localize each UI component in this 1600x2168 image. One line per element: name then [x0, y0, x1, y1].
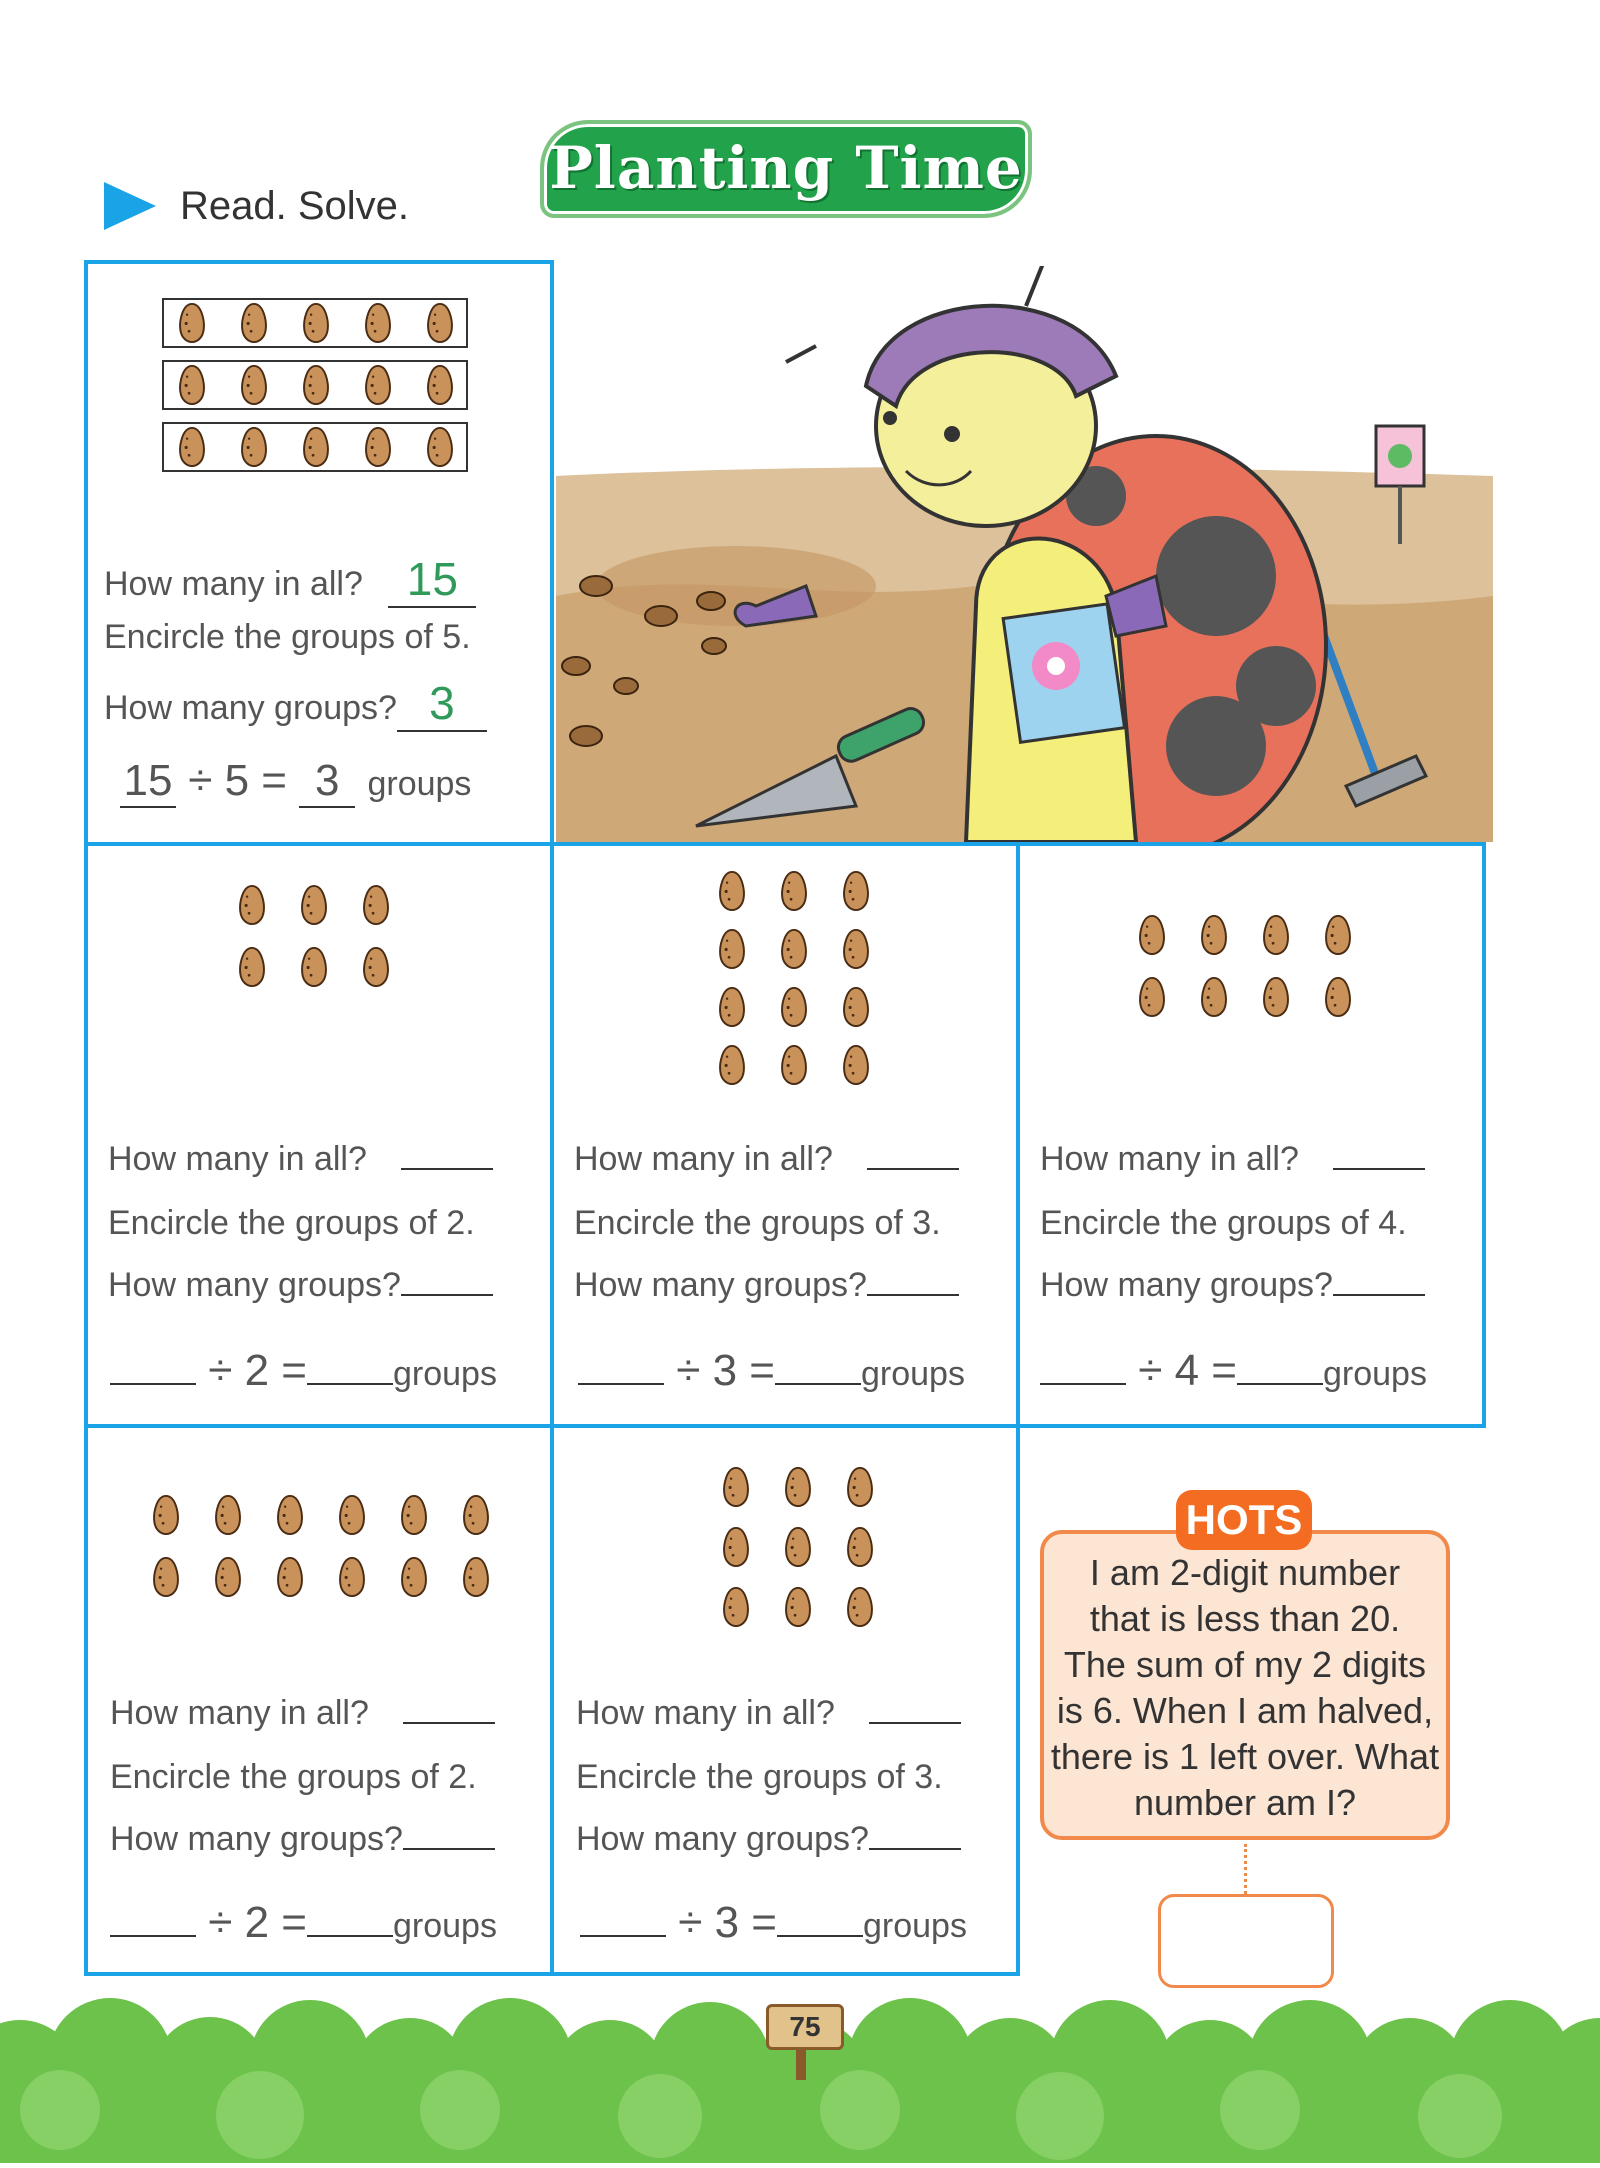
seed-icon: [300, 884, 328, 926]
equation: ÷ 2 = groups: [110, 1898, 497, 1948]
seed-icon: [462, 1494, 490, 1536]
in-all-blank[interactable]: [401, 1168, 493, 1170]
groups-question: How many groups?: [110, 1820, 495, 1859]
hots-connector: [1244, 1844, 1247, 1894]
seed-icon: [718, 986, 746, 1028]
example-equation: 15 ÷ 5 = 3 groups: [120, 756, 471, 808]
seed-icon: [240, 364, 268, 406]
equation: ÷ 3 = groups: [580, 1898, 967, 1948]
seed-icon: [178, 302, 206, 344]
hots-badge: HOTS: [1176, 1490, 1312, 1550]
example-operator: ÷ 5 =: [188, 756, 287, 805]
seed-icon: [238, 946, 266, 988]
example-in-all-question: How many in all? 15: [104, 552, 476, 608]
seed-icon: [1138, 976, 1166, 1018]
equation: ÷ 3 = groups: [578, 1346, 965, 1396]
example-encircle-instruction: Encircle the groups of 5.: [104, 618, 471, 656]
in-all-question: How many in all?: [108, 1140, 493, 1179]
seed-icon: [426, 364, 454, 406]
seed-icon: [780, 986, 808, 1028]
dividend-blank[interactable]: [110, 1935, 196, 1937]
example-in-all-answer: 15: [388, 552, 476, 608]
example-groups-answer: 3: [397, 676, 487, 732]
seed-icon: [214, 1556, 242, 1598]
seed-icon: [722, 1526, 750, 1568]
groups-question: How many groups?: [108, 1266, 493, 1305]
seed-icon: [426, 426, 454, 468]
groups-blank[interactable]: [869, 1848, 961, 1850]
page-sign-post: [796, 2046, 806, 2080]
groups-blank[interactable]: [867, 1294, 959, 1296]
seed-icon: [338, 1494, 366, 1536]
groups-question: How many groups?: [576, 1820, 961, 1859]
in-all-question: How many in all?: [1040, 1140, 1425, 1179]
seed-icon: [780, 1044, 808, 1086]
seed-icon: [400, 1494, 428, 1536]
title-banner: [540, 120, 1032, 218]
seed-icon: [846, 1586, 874, 1628]
seed-icon: [1262, 914, 1290, 956]
seed-icon: [362, 946, 390, 988]
example-groups-question: How many groups? 3: [104, 676, 487, 732]
encircle-instruction: Encircle the groups of 3.: [574, 1204, 941, 1242]
seed-icon: [214, 1494, 242, 1536]
seed-icon: [302, 426, 330, 468]
seed-icon: [1262, 976, 1290, 1018]
seed-icon: [842, 928, 870, 970]
groups-question: How many groups?: [1040, 1266, 1425, 1305]
seed-icon: [780, 870, 808, 912]
seed-icon: [1324, 914, 1352, 956]
seed-icon: [364, 364, 392, 406]
in-all-blank[interactable]: [867, 1168, 959, 1170]
seed-icon: [780, 928, 808, 970]
ladybug-planting-illustration: [556, 266, 1493, 842]
seed-icon: [178, 426, 206, 468]
equation: ÷ 4 = groups: [1040, 1346, 1427, 1396]
seed-icon: [718, 870, 746, 912]
seed-icon: [302, 364, 330, 406]
seed-icon: [302, 302, 330, 344]
encircle-instruction: Encircle the groups of 4.: [1040, 1204, 1407, 1242]
seed-icon: [276, 1494, 304, 1536]
groups-question: How many groups?: [574, 1266, 959, 1305]
in-all-blank[interactable]: [1333, 1168, 1425, 1170]
instruction-arrow-icon: [104, 182, 156, 230]
dividend-blank[interactable]: [578, 1383, 664, 1385]
groups-blank[interactable]: [1333, 1294, 1425, 1296]
seed-icon: [1324, 976, 1352, 1018]
seed-icon: [784, 1586, 812, 1628]
encircle-instruction: Encircle the groups of 2.: [108, 1204, 475, 1242]
example-dividend: 15: [120, 756, 176, 808]
groups-blank[interactable]: [401, 1294, 493, 1296]
seed-icon: [178, 364, 206, 406]
seed-icon: [842, 870, 870, 912]
quotient-blank[interactable]: [307, 1383, 393, 1385]
seed-icon: [1138, 914, 1166, 956]
equation: ÷ 2 = groups: [110, 1346, 497, 1396]
seed-icon: [842, 986, 870, 1028]
in-all-question: How many in all?: [574, 1140, 959, 1179]
seed-icon: [240, 426, 268, 468]
groups-blank[interactable]: [403, 1848, 495, 1850]
dividend-blank[interactable]: [580, 1935, 666, 1937]
in-all-blank[interactable]: [869, 1722, 961, 1724]
seed-icon: [784, 1466, 812, 1508]
page-title: Planting Time: [549, 134, 1023, 202]
seed-icon: [400, 1556, 428, 1598]
seed-icon: [846, 1526, 874, 1568]
problem-cell-3: [1016, 842, 1486, 1428]
seed-icon: [240, 302, 268, 344]
seed-icon: [462, 1556, 490, 1598]
seed-icon: [722, 1586, 750, 1628]
seed-icon: [300, 946, 328, 988]
seed-icon: [364, 302, 392, 344]
hots-question: I am 2-digit number that is less than 20. The sum of my 2 digits is 6. When I am halved, there is 1 left over. What number am I?: [1050, 1552, 1440, 1823]
seed-icon: [842, 1044, 870, 1086]
in-all-question: How many in all?: [110, 1694, 495, 1733]
seed-icon: [722, 1466, 750, 1508]
seed-icon: [152, 1494, 180, 1536]
quotient-blank[interactable]: [775, 1383, 861, 1385]
seed-icon: [364, 426, 392, 468]
instruction-text: Read. Solve.: [180, 184, 410, 228]
seed-icon: [338, 1556, 366, 1598]
page-number: 75: [766, 2004, 844, 2050]
seed-icon: [152, 1556, 180, 1598]
seed-icon: [238, 884, 266, 926]
hots-answer-box[interactable]: [1158, 1894, 1334, 1988]
in-all-blank[interactable]: [403, 1722, 495, 1724]
seed-icon: [718, 1044, 746, 1086]
example-quotient: 3: [299, 756, 355, 808]
seed-icon: [426, 302, 454, 344]
seed-icon: [1200, 976, 1228, 1018]
quotient-blank[interactable]: [1237, 1383, 1323, 1385]
dividend-blank[interactable]: [110, 1383, 196, 1385]
quotient-blank[interactable]: [307, 1935, 393, 1937]
seed-icon: [276, 1556, 304, 1598]
in-all-question: How many in all?: [576, 1694, 961, 1733]
seed-icon: [1200, 914, 1228, 956]
encircle-instruction: Encircle the groups of 2.: [110, 1758, 477, 1796]
seed-icon: [784, 1526, 812, 1568]
seed-icon: [846, 1466, 874, 1508]
seed-icon: [362, 884, 390, 926]
encircle-instruction: Encircle the groups of 3.: [576, 1758, 943, 1796]
dividend-blank[interactable]: [1040, 1383, 1126, 1385]
quotient-blank[interactable]: [777, 1935, 863, 1937]
problem-cell-1: [84, 842, 554, 1428]
seed-icon: [718, 928, 746, 970]
